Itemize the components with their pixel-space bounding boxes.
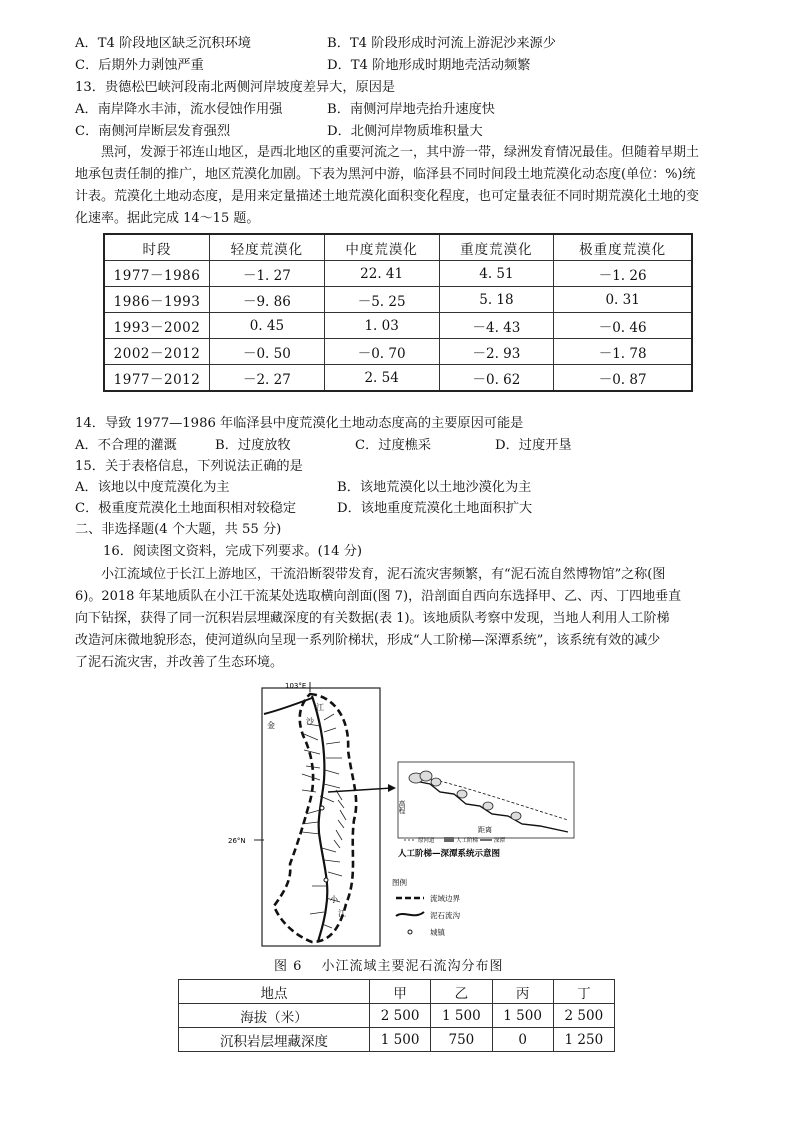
longitude-label: 103°E — [285, 682, 307, 690]
table-cell: 1 500 — [492, 1004, 553, 1028]
q14-option-b: B．过度放牧 — [215, 438, 291, 453]
table-row — [179, 1028, 615, 1052]
table-cell: －0. 46 — [554, 313, 692, 339]
map-legend — [392, 877, 460, 937]
table-header: 地点 — [179, 980, 370, 1004]
passage-xiaojiang-line2: 6)。2018 年某地质队在小江干流某处选取横向剖面(图 7)，沿剖面自西向东选择甲、乙、丙、丁四地垂直 — [75, 589, 682, 604]
q15-option-c: C．极重度荒漠化土地面积相对较稳定 — [75, 501, 297, 516]
table-cell: －0. 70 — [324, 339, 439, 365]
q12-option-c: C．后期外力剥蚀严重 — [75, 58, 204, 73]
river-char: 江 — [316, 703, 324, 712]
passage-heihe-line1: 黑河，发源于祁连山地区，是西北地区的重要河流之一，其中游一带，绿洲发育情况最佳。但随着早期土 — [101, 145, 700, 160]
latitude-label: 26°N — [228, 837, 246, 845]
table-header-row — [179, 980, 615, 1004]
passage-xiaojiang-line5: 了泥石流灾害，并改善了生态环境。 — [75, 655, 284, 670]
legend-item: 城镇 — [430, 928, 445, 937]
q15-option-a: A．该地以中度荒漠化为主 — [75, 480, 230, 495]
table-cell: 750 — [431, 1028, 492, 1052]
river-char: 金 — [267, 721, 275, 730]
table-cell: 0. 31 — [554, 287, 692, 313]
table-cell: 2 500 — [370, 1004, 431, 1028]
table-row — [104, 339, 692, 365]
table-header: 极重度荒漠化 — [554, 234, 692, 261]
table-header: 乙 — [431, 980, 492, 1004]
inset-title: 人工阶梯—深潭系统示意图 — [398, 849, 501, 859]
table-cell: －2. 93 — [439, 339, 554, 365]
table-row — [104, 313, 692, 339]
table-cell: 1986－1993 — [104, 287, 210, 313]
table-cell: －2. 27 — [210, 365, 325, 392]
q13-option-a: A．南岸降水丰沛，流水侵蚀作用强 — [75, 102, 283, 117]
figure-6-map — [228, 680, 600, 950]
q14-option-a: A．不合理的灌溉 — [75, 438, 177, 453]
table-cell: －9. 86 — [210, 287, 325, 313]
table-cell: －0. 50 — [210, 339, 325, 365]
table-cell: 22. 41 — [324, 261, 439, 287]
legend-item: 泥石流沟 — [430, 911, 460, 920]
table-cell: 4. 51 — [439, 261, 554, 287]
q13-option-b: B．南侧河岸地壳抬升速度快 — [327, 102, 495, 117]
step-pool-inset — [398, 762, 574, 844]
table-cell: －0. 87 — [554, 365, 692, 392]
q13-stem: 13．贵德松巴峡河段南北两侧河岸坡度差异大，原因是 — [75, 80, 396, 95]
inset-arrow — [328, 788, 392, 792]
table-cell: 沉积岩层埋藏深度 — [179, 1028, 370, 1052]
table-header: 重度荒漠化 — [439, 234, 554, 261]
table-cell: 1977－1986 — [104, 261, 210, 287]
passage-heihe-line3: 计表。荒漠化土地动态度，是用来定量描述土地荒漠化面积变化程度，也可定量表征不同时期荒漠化土地的变 — [75, 189, 700, 204]
inset-legend-item: 原河道 — [418, 838, 435, 844]
table-cell: 0 — [492, 1028, 553, 1052]
table-header: 丙 — [492, 980, 553, 1004]
table-header: 甲 — [370, 980, 431, 1004]
table-row — [179, 1004, 615, 1028]
passage-xiaojiang — [75, 564, 725, 674]
river-char: 江 — [338, 909, 346, 918]
q15-option-b: B．该地荒漠化以土地沙漠化为主 — [337, 480, 532, 495]
inset-xlabel: 距离 — [478, 826, 492, 834]
legend-title: 图例 — [392, 878, 407, 887]
table-cell: 1. 03 — [324, 313, 439, 339]
table-cell: 1 500 — [431, 1004, 492, 1028]
passage-xiaojiang-line3: 向下钻探，获得了同一沉积岩层埋藏深度的有关数据(表 1)。该地质队考察中发现，当地人利用人工阶梯 — [75, 611, 670, 626]
main-river — [312, 696, 327, 942]
passage-heihe — [75, 142, 725, 230]
table-header: 丁 — [553, 980, 614, 1004]
table-cell: 1993－2002 — [104, 313, 210, 339]
river-char: 小 — [330, 895, 338, 904]
inset-legend-item: 人工阶梯 — [456, 838, 479, 844]
q12-option-b: B．T4 阶段形成时河流上游泥沙来源少 — [327, 36, 556, 51]
table-cell: 2 500 — [553, 1004, 614, 1028]
table-header-row — [104, 234, 692, 261]
q14-option-d: D．过度开垦 — [495, 438, 572, 453]
figure-6-caption: 图 6 小江流域主要泥石流沟分布图 — [274, 959, 504, 974]
river-char: 沙 — [306, 717, 314, 726]
table-row — [104, 261, 692, 287]
town-marker — [320, 806, 324, 810]
q14-stem: 14．导致 1977—1986 年临泽县中度荒漠化土地动态度高的主要原因可能是 — [75, 416, 524, 431]
table-cell: －5. 25 — [324, 287, 439, 313]
table-cell: 2. 54 — [324, 365, 439, 392]
table-row — [104, 287, 692, 313]
inset-arrow-head — [388, 784, 396, 792]
table-header: 中度荒漠化 — [324, 234, 439, 261]
inset-ylabel: 高程 — [398, 800, 406, 814]
table-cell: 1 250 — [553, 1028, 614, 1052]
table-row — [104, 365, 692, 392]
passage-heihe-line2: 地承包责任制的推广，地区荒漠化加剧。下表为黑河中游，临泽县不同时间段土地荒漠化动态度(单位：%)统 — [75, 167, 696, 182]
drilling-data-table — [178, 979, 615, 1052]
q15-stem: 15．关于表格信息，下列说法正确的是 — [75, 459, 303, 474]
passage-xiaojiang-line4: 改造河床微地貌形态，使河道纵向呈现一系列阶梯状，形成“人工阶梯—深潭系统”，该系统有效的减少 — [75, 633, 661, 648]
watershed-boundary — [274, 694, 356, 942]
q16-stem: 16．阅读图文资料，完成下列要求。(14 分) — [103, 544, 363, 559]
table-cell: －0. 62 — [439, 365, 554, 392]
table-cell: 0. 45 — [210, 313, 325, 339]
table-cell: －1. 27 — [210, 261, 325, 287]
table-cell: 5. 18 — [439, 287, 554, 313]
table-cell: －1. 26 — [554, 261, 692, 287]
q15-option-d: D．该地重度荒漠化土地面积扩大 — [337, 501, 533, 516]
q12-option-a: A．T4 阶段地区缺乏沉积环境 — [75, 36, 251, 51]
table-header: 时段 — [104, 234, 210, 261]
table-cell: 海拔（米） — [179, 1004, 370, 1028]
table-header: 轻度荒漠化 — [210, 234, 325, 261]
inset-legend-item: 深潭 — [494, 838, 506, 844]
table-cell: 1977－2012 — [104, 365, 210, 392]
table-cell: 2002－2012 — [104, 339, 210, 365]
q13-option-d: D．北侧河岸物质堆积量大 — [327, 124, 483, 139]
q13-option-c: C．南侧河岸断层发育强烈 — [75, 124, 231, 139]
table-cell: －1. 78 — [554, 339, 692, 365]
section-heading: 二、非选择题(4 个大题，共 55 分) — [75, 522, 282, 537]
table-cell: －4. 43 — [439, 313, 554, 339]
table-cell: 1 500 — [370, 1028, 431, 1052]
q12-option-d: D．T4 阶地形成时期地壳活动频繁 — [327, 58, 531, 73]
desertification-table — [103, 233, 693, 392]
legend-item: 流域边界 — [430, 894, 460, 903]
passage-heihe-line4: 化速率。据此完成 14～15 题。 — [75, 211, 260, 226]
passage-xiaojiang-line1: 小江流域位于长江上游地区，干流沿断裂带发育，泥石流灾害频繁，有“泥石流自然博物馆”之称(图 — [101, 567, 666, 582]
q14-option-c: C．过度樵采 — [355, 438, 432, 453]
jinsha-river — [264, 698, 312, 714]
town-marker — [324, 878, 328, 882]
